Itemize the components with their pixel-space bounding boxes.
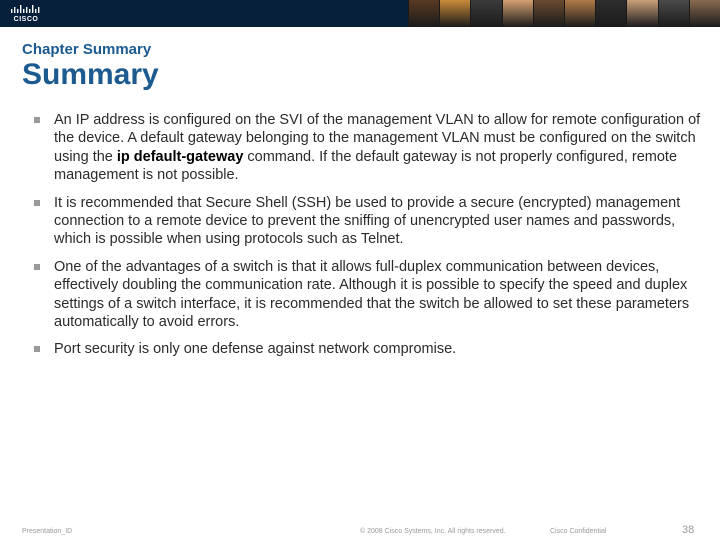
bullet-text: It is recommended that Secure Shell (SSH) be used to provide a secure (encrypted) management connection to a remote device to prevent the sniffing of unencrypted user names and passwords, which is possible when using protocols such as Telnet. (54, 194, 681, 248)
summary-bullet-list (34, 111, 706, 368)
bullet-square-icon (34, 117, 40, 123)
bullet-item (34, 340, 706, 358)
person-photo (689, 0, 720, 27)
command-text: ip default-gateway (116, 148, 244, 165)
people-photo-strip (408, 0, 720, 27)
person-photo (533, 0, 564, 27)
cisco-logo (8, 4, 44, 24)
person-photo (470, 0, 501, 27)
person-photo (626, 0, 657, 27)
bullet-text-continued: command. If the default gateway is not properly configured, remote management is not possible. (54, 148, 678, 184)
bullet-square-icon (34, 346, 40, 352)
person-photo (658, 0, 689, 27)
slide-title: Summary (22, 58, 159, 91)
page-number: 38 (682, 524, 695, 536)
person-photo (595, 0, 626, 27)
bullet-item (34, 111, 706, 185)
footer-confidential: Cisco Confidential (550, 528, 607, 535)
header-bar (0, 0, 720, 27)
logo-text: CISCO (13, 16, 39, 23)
bullet-text: An IP address is configured on the SVI of the management VLAN to allow for remote configuration of the device. A default gateway belonging to the management VLAN must be configured on the switch using the (54, 112, 701, 165)
bullet-square-icon (34, 264, 40, 270)
bullet-item (34, 258, 706, 332)
bullet-text: Port security is only one defense against network compromise. (54, 341, 457, 358)
cisco-bridge-icon (8, 4, 44, 14)
bullet-text: One of the advantages of a switch is that it allows full-duplex communication between devices, effectively doubling the communication rate. Although it is possible to specify the speed and duplex settings of a switch interface, it is recommended that the switch be allowed to set these parameters automatically to avoid errors. (54, 258, 690, 331)
person-photo (564, 0, 595, 27)
bullet-item (34, 194, 706, 249)
person-photo (408, 0, 439, 27)
person-photo (439, 0, 470, 27)
footer-presentation-id: Presentation_ID (22, 528, 73, 535)
person-photo (502, 0, 533, 27)
bullet-square-icon (34, 200, 40, 206)
footer-copyright: © 2008 Cisco Systems, Inc. All rights reserved. (360, 528, 506, 535)
chapter-title: Chapter Summary (22, 41, 152, 58)
